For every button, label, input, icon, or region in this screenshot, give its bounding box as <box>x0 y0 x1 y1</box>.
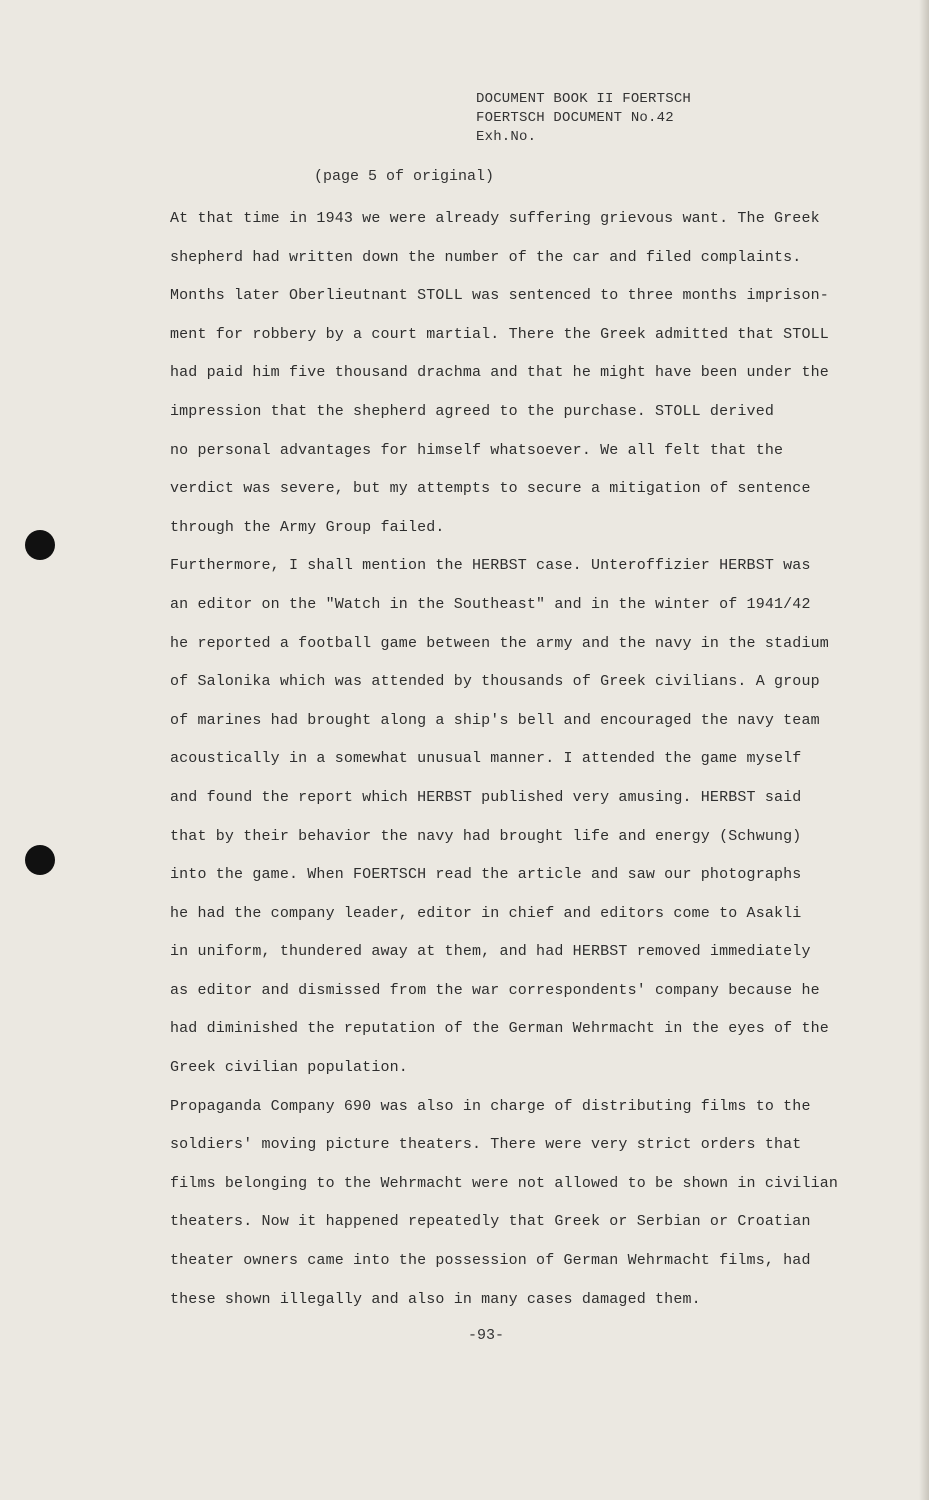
body-line: verdict was severe, but my attempts to secure a mitigation of sentence <box>170 480 811 498</box>
body-line: these shown illegally and also in many cases damaged them. <box>170 1290 701 1308</box>
body-line: into the game. When FOERTSCH read the article and saw our photographs <box>170 866 802 884</box>
header-line-book: DOCUMENT BOOK II FOERTSCH <box>476 91 692 107</box>
body-line: Propaganda Company 690 was also in charge of distributing films to the <box>170 1097 811 1115</box>
body-line: of marines had brought along a ship's bell and encouraged the navy team <box>170 711 820 729</box>
header-line-document-no: FOERTSCH DOCUMENT No.42 <box>476 110 674 126</box>
body-line: an editor on the "Watch in the Southeast" and in the winter of 1941/42 <box>170 595 811 613</box>
body-line: he had the company leader, editor in chief and editors come to Asakli <box>170 904 802 922</box>
body-line: in uniform, thundered away at them, and had HERBST removed immediately <box>170 943 811 961</box>
document-body <box>170 200 880 1319</box>
body-line: Greek civilian population. <box>170 1059 408 1077</box>
body-line: shepherd had written down the number of the car and filed complaints. <box>170 248 802 266</box>
body-line: through the Army Group failed. <box>170 518 445 536</box>
body-line: soldiers' moving picture theaters. There were very strict orders that <box>170 1136 802 1154</box>
page-number: -93- <box>468 1327 505 1344</box>
header-line-exhibit-no: Exh.No. <box>476 129 537 145</box>
original-page-reference: (page 5 of original) <box>314 168 495 185</box>
body-line: as editor and dismissed from the war correspondents' company because he <box>170 981 820 999</box>
body-line: ment for robbery by a court martial. There the Greek admitted that STOLL <box>170 325 829 343</box>
body-line: theater owners came into the possession of German Wehrmacht films, had <box>170 1252 811 1270</box>
body-line: had diminished the reputation of the German Wehrmacht in the eyes of the <box>170 1020 829 1038</box>
body-line: theaters. Now it happened repeatedly that Greek or Serbian or Croatian <box>170 1213 811 1231</box>
punch-hole-top <box>25 530 55 560</box>
body-line: At that time in 1943 we were already suffering grievous want. The Greek <box>170 210 820 227</box>
page-edge-shadow <box>919 0 929 1500</box>
body-line: he reported a football game between the army and the navy in the stadium <box>170 634 829 652</box>
body-line: had paid him five thousand drachma and that he might have been under the <box>170 364 829 382</box>
body-line: films belonging to the Wehrmacht were not allowed to be shown in civilian <box>170 1174 839 1192</box>
punch-hole-bottom <box>25 845 55 875</box>
body-line: that by their behavior the navy had brought life and energy (Schwung) <box>170 827 802 845</box>
body-line: acoustically in a somewhat unusual manner. I attended the game myself <box>170 750 802 768</box>
body-line: no personal advantages for himself whatsoever. We all felt that the <box>170 441 784 459</box>
body-line: Furthermore, I shall mention the HERBST case. Unteroffizier HERBST was <box>170 557 811 575</box>
document-header <box>476 90 691 147</box>
body-line: and found the report which HERBST published very amusing. HERBST said <box>170 788 802 806</box>
body-line: impression that the shepherd agreed to the purchase. STOLL derived <box>170 402 774 420</box>
body-line: of Salonika which was attended by thousands of Greek civilians. A group <box>170 673 820 691</box>
body-line: Months later Oberlieutnant STOLL was sentenced to three months imprison- <box>170 287 829 305</box>
